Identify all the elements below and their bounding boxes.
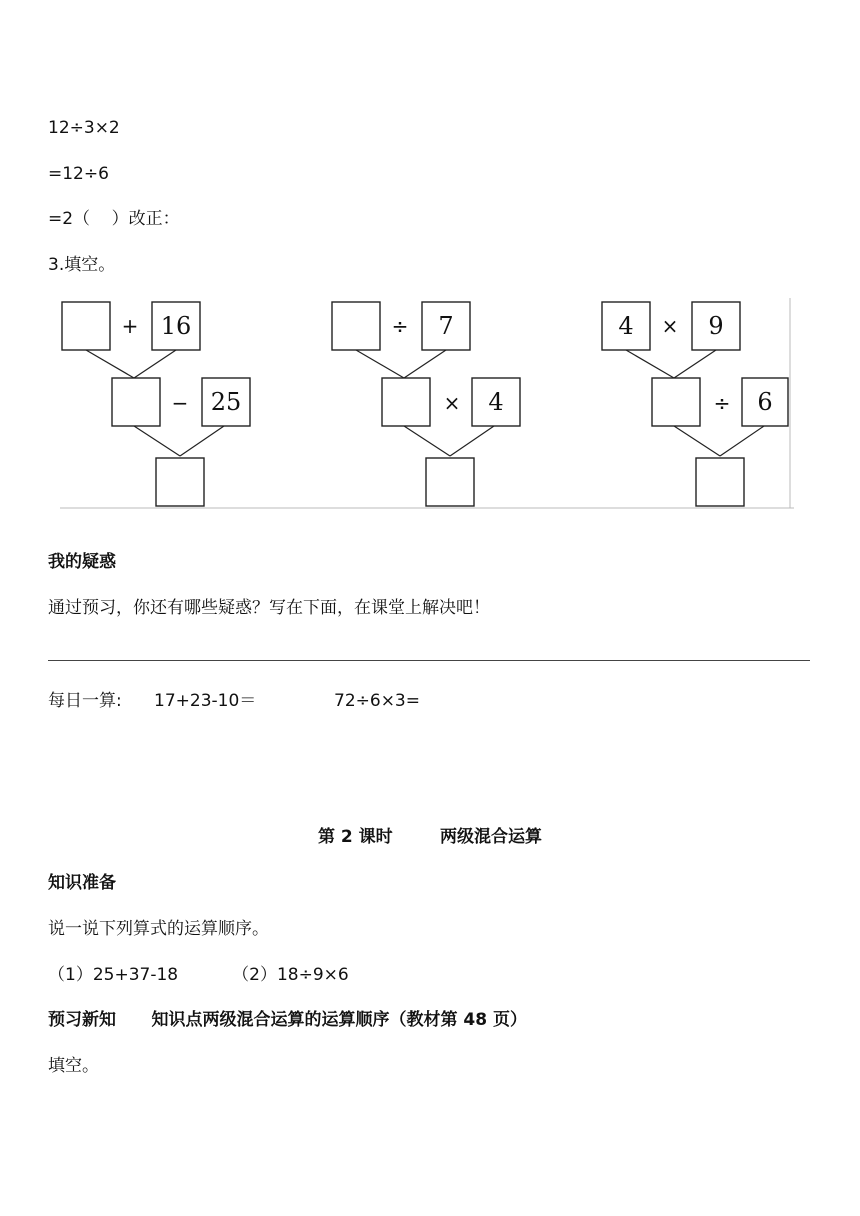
diagram-3-op-1: × [661,314,679,338]
daily-calc-expr-1: 17+23-10＝ [154,691,257,711]
expression-line-1: 12÷3×2 [48,118,120,138]
diagram-1-op-1: + [121,314,139,338]
diagram-3-top-right-box[interactable] [692,302,740,350]
divider [48,660,810,661]
diagram-2-op-2: × [443,391,461,415]
diagram-3-mid-left-box[interactable] [652,378,700,426]
svg-text:25: 25 [210,388,242,416]
diagram-2 [332,302,520,506]
diagram-1-op-2: − [171,391,189,415]
svg-text:16: 16 [160,312,192,340]
diagram-2-op-1: ÷ [391,314,409,338]
preview-heading: 预习新知 知识点两级混合运算的运算顺序（教材第 48 页） [48,1010,528,1030]
diagram-1-mid-right-box[interactable] [202,378,250,426]
diagram-1 [62,302,250,506]
prep-heading: 知识准备 [48,873,116,893]
diagram-3-top-left-box[interactable] [602,302,650,350]
expression-line-2: =12÷6 [48,164,109,184]
question-3-label: 3.填空。 [48,255,116,275]
diagram-2-result-box[interactable] [426,458,474,506]
doubts-heading: 我的疑惑 [48,552,116,572]
fill-instruction: 填空。 [48,1056,99,1076]
daily-calc-expr-2: 72÷6×3= [334,691,420,711]
svg-text:7: 7 [438,312,454,340]
svg-text:4: 4 [488,388,504,416]
diagram-2-top-right-box[interactable] [422,302,470,350]
diagram-1-result-box[interactable] [156,458,204,506]
doubts-text: 通过预习，你还有哪些疑惑？写在下面，在课堂上解决吧！ [48,598,490,618]
diagram-2-mid-right-box[interactable] [472,378,520,426]
diagram-2-mid-left-box[interactable] [382,378,430,426]
diagram-3-result-box[interactable] [696,458,744,506]
svg-text:4: 4 [618,312,634,340]
diagram-1-top-right-box[interactable] [152,302,200,350]
expression-line-3: =2（ ）改正： [48,209,180,229]
diagram-2-top-left-box[interactable] [332,302,380,350]
prep-exercises: （1）25+37-18 （2）18÷9×6 [48,965,349,985]
lesson-title: 第 2 课时 两级混合运算 [317,827,542,847]
fill-in-diagrams [60,296,794,510]
diagram-1-mid-left-box[interactable] [112,378,160,426]
svg-text:9: 9 [708,312,724,340]
diagram-3-op-2: ÷ [713,391,731,415]
diagram-1-top-left-box[interactable] [62,302,110,350]
diagram-3-mid-right-box[interactable] [742,378,788,426]
prep-text: 说一说下列算式的运算顺序。 [48,919,269,939]
diagram-3 [602,302,788,506]
svg-text:6: 6 [757,388,773,416]
daily-calc-label: 每日一算: [48,691,122,711]
